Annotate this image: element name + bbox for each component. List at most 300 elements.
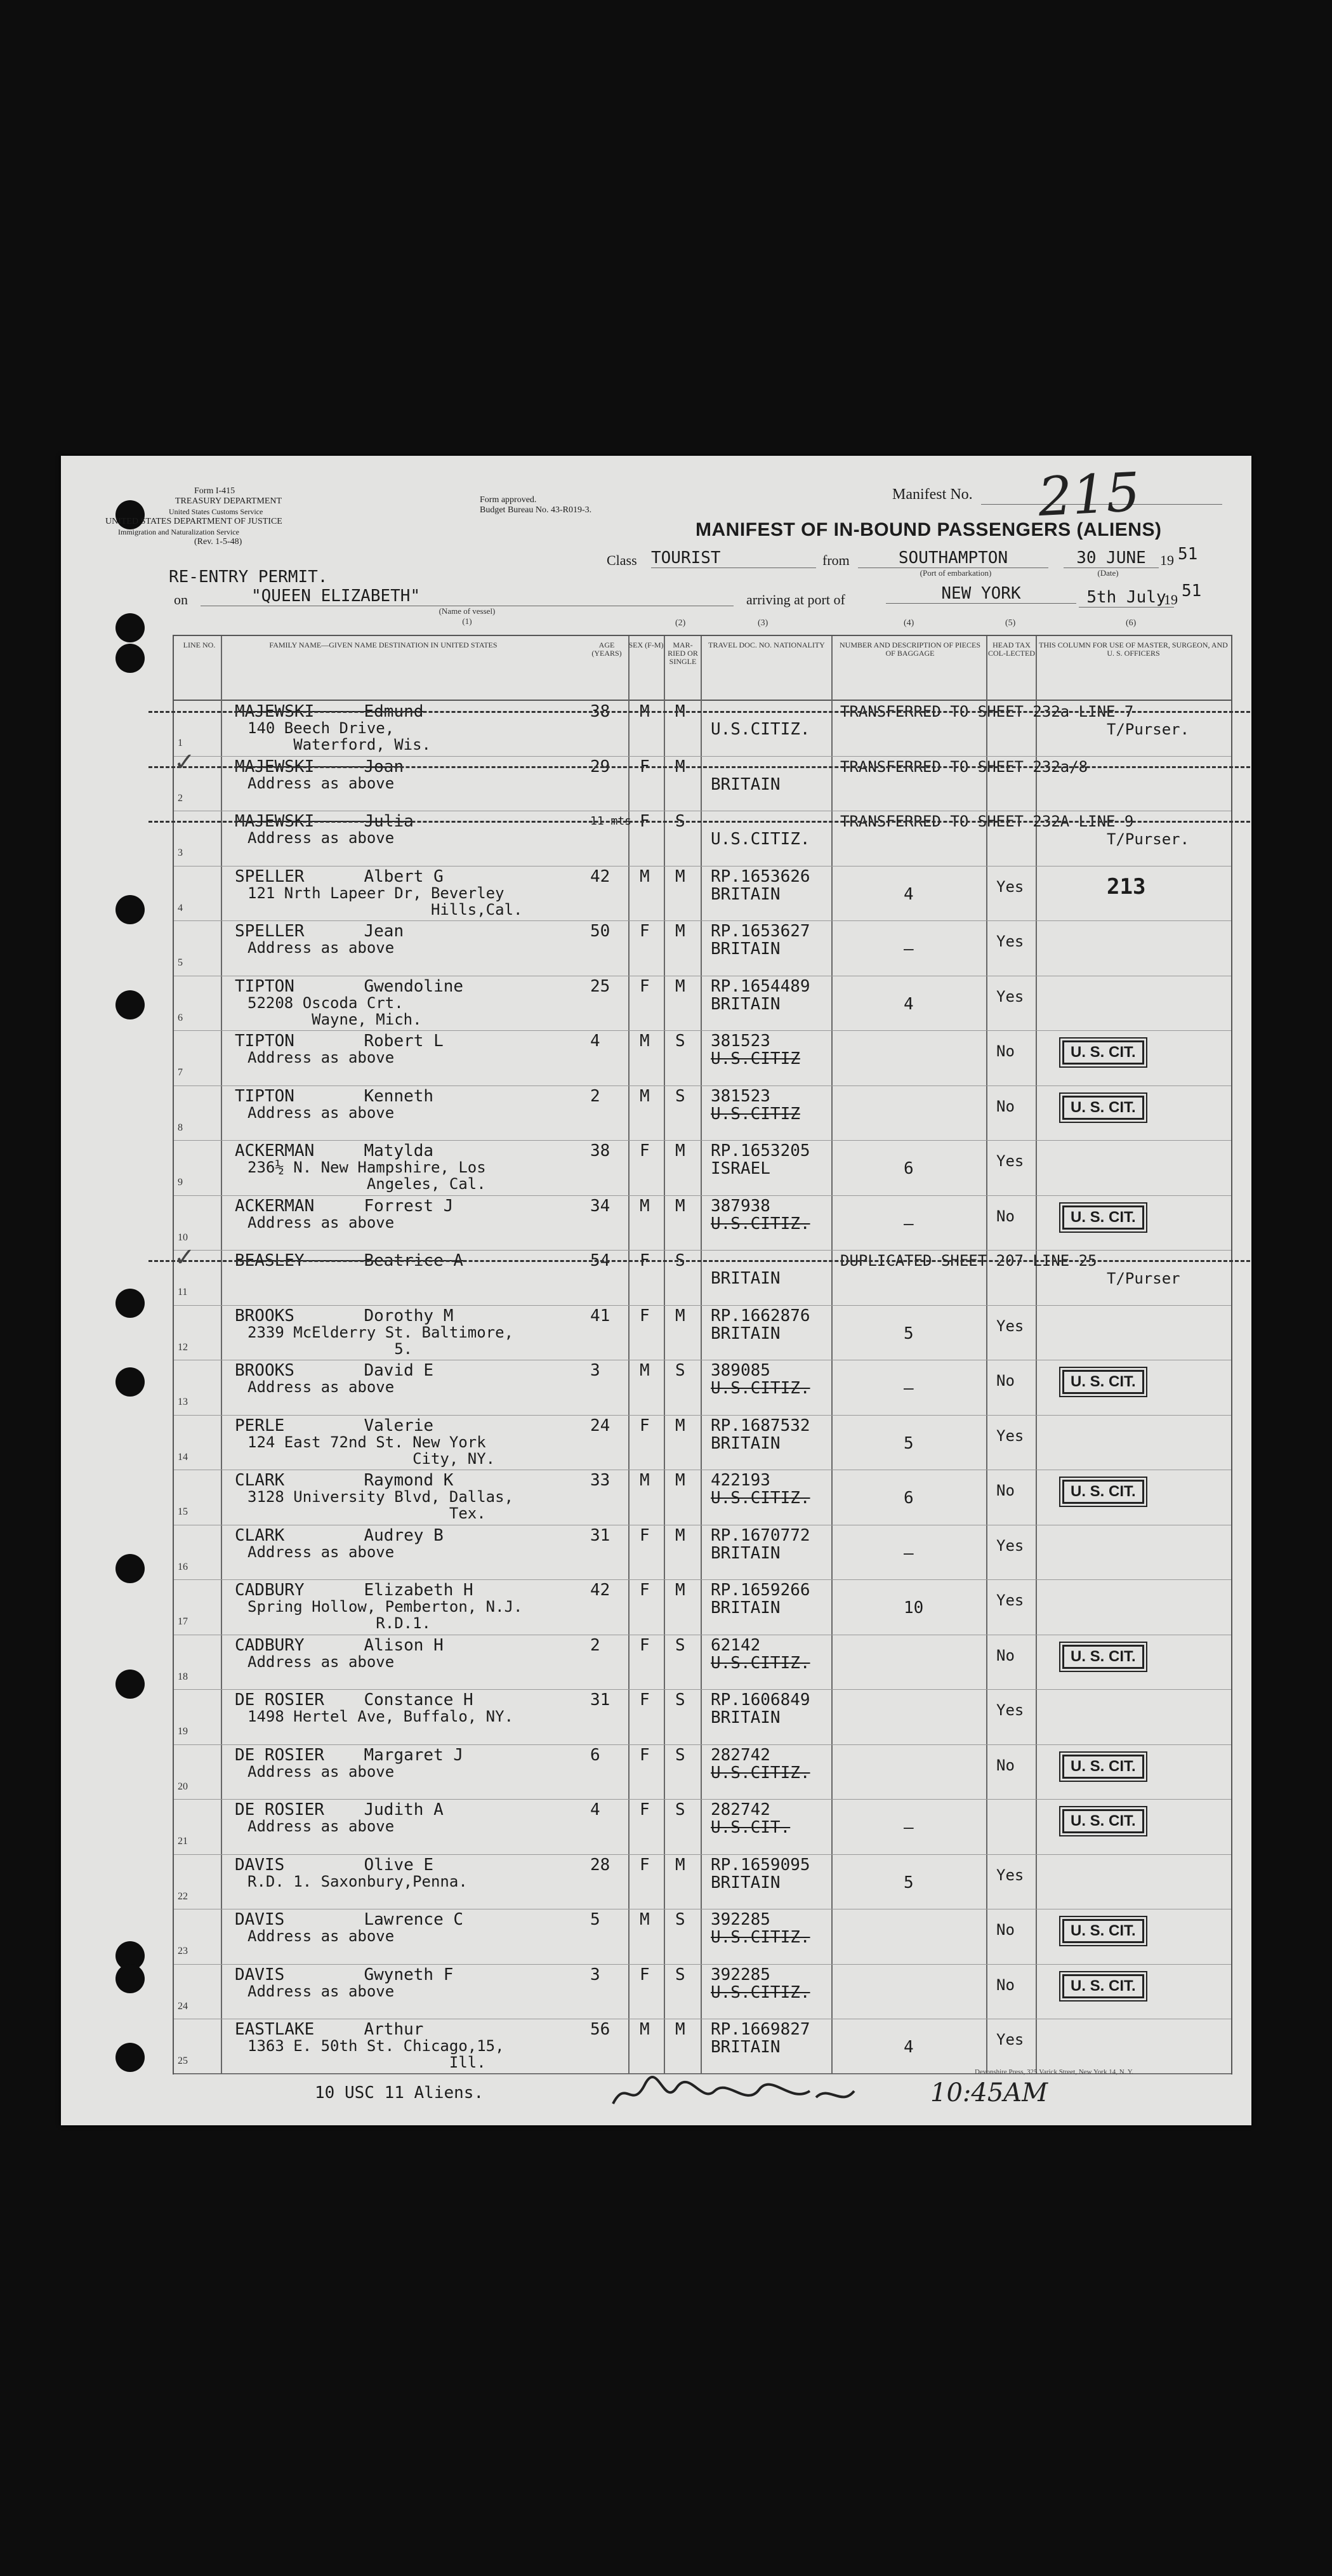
table-row [174, 1305, 1231, 1360]
passenger-age: 4 [590, 1032, 600, 1051]
table-row [174, 1415, 1231, 1470]
col-line-no: LINE NO. [183, 641, 216, 649]
nationality: BRITAIN [711, 884, 781, 904]
nationality: BRITAIN [711, 939, 781, 959]
passenger-age: 29 [590, 757, 610, 776]
head-tax-collected: No [996, 1372, 1015, 1390]
us-citizen-stamp: U. S. CIT. [1062, 1040, 1144, 1065]
nationality: BRITAIN [711, 1543, 781, 1563]
col-num-2: (2) [675, 618, 686, 628]
arriving-year-prefix: 19 [1164, 592, 1178, 607]
line-number: 22 [178, 1890, 188, 1902]
travel-doc-number: RP.1654489 [711, 976, 810, 996]
marital-status: S [675, 1800, 685, 1819]
date-year: 51 [1178, 545, 1198, 564]
marital-status: M [675, 1416, 685, 1435]
travel-doc-number: RP.1606849 [711, 1690, 810, 1710]
travel-doc-number: 282742 [711, 1745, 770, 1765]
table-row [174, 1525, 1231, 1579]
passenger-age: 38 [590, 1141, 610, 1160]
passenger-name: PERLE Valerie [235, 1416, 434, 1435]
passenger-name: MAJEWSKI Julia [235, 812, 414, 831]
line-number: 8 [178, 1122, 183, 1133]
marital-status: M [675, 1141, 685, 1160]
passenger-name: DE ROSIER Judith A [235, 1800, 444, 1819]
marital-status: S [675, 1690, 685, 1710]
head-tax-collected: No [996, 1646, 1015, 1664]
marital-status: S [675, 1086, 685, 1106]
passenger-address: Address as above [247, 939, 395, 957]
manifest-number-label: Manifest No. [892, 486, 973, 503]
baggage-count: – [904, 1543, 914, 1563]
vessel-note: (Name of vessel) [439, 606, 496, 616]
col-num-5: (5) [1005, 618, 1016, 628]
passenger-sex: F [640, 922, 650, 941]
travel-doc-number: 392285 [711, 1965, 770, 1984]
head-tax-collected: No [996, 1042, 1015, 1060]
travel-doc-number: RP.1659095 [711, 1855, 810, 1875]
baggage-count: – [904, 1379, 914, 1398]
col-baggage: NUMBER AND DESCRIPTION OF PIECES OF BAGGAGE [839, 641, 981, 658]
passenger-sex: M [640, 866, 650, 886]
signature-time: 10:45AM [930, 2078, 1048, 2108]
passenger-address: Address as above [247, 1927, 395, 1945]
passenger-age: 3 [590, 1361, 600, 1380]
marital-status: M [675, 866, 685, 886]
table-row [174, 1579, 1231, 1634]
us-citizen-stamp: U. S. CIT. [1062, 1370, 1144, 1394]
table-row [174, 1744, 1231, 1799]
passenger-age: 31 [590, 1525, 610, 1545]
passenger-age: 34 [590, 1196, 610, 1216]
travel-doc-number: 62142 [711, 1635, 761, 1655]
line-number: 23 [178, 1946, 188, 1956]
nationality: BRITAIN [711, 1708, 781, 1727]
passenger-name: TIPTON Robert L [235, 1032, 444, 1051]
travel-doc-number: RP.1662876 [711, 1306, 810, 1325]
baggage-count: – [904, 939, 914, 959]
passenger-address: 2339 McElderry St. Baltimore, 5. [247, 1323, 514, 1358]
travel-doc-number: 381523 [711, 1086, 770, 1106]
us-citizen-stamp: U. S. CIT. [1062, 1809, 1144, 1833]
col-officers: THIS COLUMN FOR USE OF MASTER, SURGEON, AND U. S. OFFICERS [1039, 641, 1228, 658]
purser-note: T/Purser. [1107, 720, 1190, 738]
passenger-address: R.D. 1. Saxonbury,Penna. [247, 1872, 468, 1890]
nationality: U.S.CITIZ. [711, 1379, 810, 1398]
marital-status: S [675, 1745, 685, 1765]
passenger-name: BROOKS Dorothy M [235, 1306, 454, 1325]
table-row [174, 1854, 1231, 1909]
table-row [174, 1086, 1231, 1140]
marital-status: M [675, 702, 685, 721]
travel-doc-number: RP.1659266 [711, 1581, 810, 1600]
passenger-address: Address as above [247, 1817, 395, 1835]
strike-line [148, 766, 1250, 768]
head-tax-collected: Yes [996, 1536, 1024, 1555]
passenger-name: MAJEWSKI Joan [235, 757, 404, 776]
reentry-permit: RE-ENTRY PERMIT. [169, 568, 328, 587]
head-tax-collected: Yes [996, 1152, 1024, 1170]
passenger-sex: M [640, 1196, 650, 1216]
passenger-age: 28 [590, 1855, 610, 1875]
passenger-address: 140 Beech Drive, Waterford, Wis. [247, 719, 431, 754]
head-tax-collected: No [996, 1207, 1015, 1225]
passenger-address: 1498 Hertel Ave, Buffalo, NY. [247, 1708, 514, 1725]
handwritten-count: 213 [1107, 873, 1146, 900]
nationality: U.S.CITIZ [711, 1104, 800, 1124]
passenger-address: Address as above [247, 1103, 395, 1122]
head-tax-collected: Yes [996, 2031, 1024, 2048]
table-header [174, 618, 1231, 701]
nationality: U.S.CITIZ. [711, 1489, 810, 1508]
col-name: FAMILY NAME—GIVEN NAME DESTINATION IN UNITED STATES [269, 641, 498, 649]
punch-hole [115, 2043, 145, 2072]
passenger-age: 2 [590, 1086, 600, 1106]
passenger-address: Address as above [247, 1543, 395, 1561]
table-row [174, 920, 1231, 975]
passenger-age: 50 [590, 922, 610, 941]
nationality: BRITAIN [711, 1433, 781, 1453]
arriving-year: 51 [1182, 581, 1202, 601]
table-row [174, 1360, 1231, 1414]
col-num-4: (4) [904, 618, 914, 628]
table-row [174, 1250, 1231, 1305]
punch-hole [115, 613, 145, 642]
table-row [174, 1030, 1231, 1085]
nationality: BRITAIN [711, 1324, 781, 1343]
passenger-age: 3 [590, 1965, 600, 1984]
col-sex: SEX (F-M) [628, 641, 664, 649]
baggage-count: 5 [904, 1324, 914, 1343]
nationality: U.S.CITIZ [711, 1049, 800, 1068]
passenger-address: Address as above [247, 774, 395, 792]
passenger-sex: F [640, 1306, 650, 1325]
passenger-name: CLARK Audrey B [235, 1525, 444, 1545]
head-tax-collected: Yes [996, 987, 1024, 1006]
table-row [174, 1909, 1231, 1963]
from-note: (Port of embarkation) [920, 568, 992, 578]
arriving-date: 5th July [1079, 588, 1174, 607]
travel-doc-number: RP.1653205 [711, 1141, 810, 1160]
marital-status: S [675, 1361, 685, 1380]
passenger-address: Address as above [247, 1982, 395, 2000]
nationality: U.S.CITIZ. [711, 1653, 810, 1673]
arriving-label: arriving at port of [746, 592, 845, 607]
head-tax-collected: Yes [996, 933, 1024, 950]
passenger-sex: F [640, 1581, 650, 1600]
punch-hole [115, 1964, 145, 1993]
baggage-count: 6 [904, 1159, 914, 1178]
nationality: BRITAIN [711, 994, 781, 1014]
passenger-address: Address as above [247, 829, 395, 847]
passenger-age: 54 [590, 1251, 610, 1270]
us-citizen-stamp: U. S. CIT. [1062, 1096, 1144, 1120]
col-head-tax: HEAD TAX COL-LECTED [988, 641, 1035, 658]
passenger-address: Address as above [247, 1762, 395, 1781]
passenger-age: 24 [590, 1416, 610, 1435]
marital-status: M [675, 1471, 685, 1490]
marital-status: M [675, 1196, 685, 1216]
table-row [174, 1964, 1231, 2019]
nationality: U.S.CITIZ. [711, 1214, 810, 1233]
passenger-table [173, 618, 1232, 2075]
nationality: BRITAIN [711, 1598, 781, 1617]
passenger-age: 56 [590, 2020, 610, 2039]
punch-hole [115, 1289, 145, 1318]
table-row [174, 1635, 1231, 1689]
col-travel-doc: TRAVEL DOC. NO. NATIONALITY [708, 641, 825, 649]
marital-status: M [675, 976, 685, 996]
passenger-address: Address as above [247, 1049, 395, 1066]
passenger-sex: F [640, 1635, 650, 1655]
baggage-count: – [904, 1214, 914, 1233]
baggage-count: 4 [904, 884, 914, 904]
press-imprint: Devonshire Press, 325 Varick Street, New York 14, N. Y. [975, 2068, 1134, 2076]
budget-label: Budget Bureau No. 43-R019-3. [480, 505, 592, 515]
line-number: 13 [178, 1397, 188, 1407]
date-value: 30 JUNE [1064, 548, 1159, 568]
line-number: 12 [178, 1341, 188, 1353]
officer-signature [607, 2072, 886, 2119]
head-tax-collected: Yes [996, 1701, 1024, 1719]
passenger-age: 38 [590, 702, 610, 721]
passenger-name: DAVIS Gwyneth F [235, 1965, 454, 1984]
travel-doc-number: 387938 [711, 1196, 770, 1216]
passenger-address: Address as above [247, 1378, 395, 1396]
head-tax-collected: No [996, 1975, 1015, 1994]
nationality: U.S.CITIZ. [711, 830, 810, 849]
travel-doc-number: 282742 [711, 1800, 770, 1819]
footer-summary: 10 USC 11 Aliens. [315, 2083, 484, 2102]
passenger-name: MAJEWSKI Edmund [235, 702, 424, 721]
nationality: U.S.CITIZ. [711, 720, 810, 739]
head-tax-collected: No [996, 1921, 1015, 1939]
margin-check-mark: ✓ [174, 1243, 195, 1272]
passenger-sex: F [640, 1416, 650, 1435]
page-title: MANIFEST OF IN-BOUND PASSENGERS (ALIENS) [696, 519, 1162, 540]
punch-hole [115, 895, 145, 924]
passenger-name: ACKERMAN Forrest J [235, 1196, 454, 1216]
passenger-name: SPELLER Albert G [235, 866, 444, 886]
class-label: Class [607, 552, 637, 568]
travel-doc-number: 381523 [711, 1032, 770, 1051]
passenger-address: 124 East 72nd St. New York City, NY. [247, 1433, 496, 1468]
table-row [174, 866, 1231, 920]
line-number: 9 [178, 1177, 183, 1188]
passenger-name: TIPTON Gwendoline [235, 976, 464, 996]
passenger-name: EASTLAKE Arthur [235, 2020, 424, 2039]
line-number: 3 [178, 847, 183, 858]
transfer-note: TRANSFERRED TO SHEET 232A LINE 9 [840, 813, 1134, 830]
vessel-col: (1) [462, 616, 472, 626]
nationality: BRITAIN [711, 2038, 781, 2057]
marital-status: M [675, 1306, 685, 1325]
form-identification [99, 486, 429, 547]
line-number: 6 [178, 1012, 183, 1023]
passenger-age: 41 [590, 1306, 610, 1325]
customs-label: United States Customs Service [169, 507, 263, 516]
baggage-count: 4 [904, 994, 914, 1014]
line-number: 11 [178, 1287, 188, 1298]
travel-doc-number: 389085 [711, 1361, 770, 1380]
passenger-sex: M [640, 1361, 650, 1380]
marital-status: M [675, 1525, 685, 1545]
passenger-address: Spring Hollow, Pemberton, N.J. R.D.1. [247, 1598, 523, 1632]
arriving-port: NEW YORK [886, 584, 1076, 604]
punch-hole [115, 644, 145, 673]
form-approval [480, 495, 591, 515]
passenger-sex: F [640, 1745, 650, 1765]
date-year-prefix: 19 [1160, 552, 1174, 568]
passenger-address: 121 Nrth Lapeer Dr, Beverley Hills,Cal. [247, 884, 523, 919]
line-number: 17 [178, 1616, 188, 1627]
passenger-sex: F [640, 812, 650, 831]
us-citizen-stamp: U. S. CIT. [1062, 1755, 1144, 1779]
passenger-sex: M [640, 1086, 650, 1106]
passenger-name: CLARK Raymond K [235, 1471, 454, 1490]
passenger-name: CADBURY Elizabeth H [235, 1581, 473, 1600]
marital-status: S [675, 1251, 685, 1270]
line-number: 7 [178, 1067, 183, 1078]
punch-hole [115, 1367, 145, 1397]
head-tax-collected: No [996, 1756, 1015, 1774]
marital-status: S [675, 1032, 685, 1051]
date-note: (Date) [1097, 568, 1119, 578]
transfer-note: TRANSFERRED TO SHEET 232a/8 [840, 757, 1088, 776]
line-number: 25 [178, 2055, 188, 2066]
punch-hole [115, 1670, 145, 1699]
travel-doc-number: 422193 [711, 1471, 770, 1490]
marital-status: S [675, 1965, 685, 1984]
passenger-age: 31 [590, 1690, 610, 1710]
passenger-sex: F [640, 757, 650, 776]
ins-label: Immigration and Naturalization Service [118, 528, 239, 536]
passenger-name: DAVIS Olive E [235, 1855, 434, 1875]
nationality: ISRAEL [711, 1159, 770, 1178]
marital-status: M [675, 1581, 685, 1600]
passenger-address: 52208 Oscoda Crt. Wayne, Mich. [247, 993, 422, 1028]
nationality: U.S.CITIZ. [711, 1928, 810, 1947]
passenger-name: CADBURY Alison H [235, 1635, 444, 1655]
strike-line [148, 821, 1250, 823]
line-number: 18 [178, 1671, 188, 1682]
baggage-count: – [904, 1818, 914, 1837]
head-tax-collected: Yes [996, 877, 1024, 896]
table-row [174, 976, 1231, 1030]
nationality: BRITAIN [711, 774, 781, 794]
head-tax-collected: Yes [996, 1591, 1024, 1609]
passenger-sex: M [640, 702, 650, 721]
line-number: 19 [178, 1726, 188, 1737]
passenger-age: 5 [590, 1910, 600, 1929]
nationality: U.S.CIT. [711, 1818, 791, 1837]
punch-hole [115, 990, 145, 1019]
head-tax-collected: Yes [996, 1866, 1024, 1884]
passenger-age: 25 [590, 976, 610, 996]
purser-note: T/Purser [1107, 1270, 1180, 1287]
justice-label: UNITED STATES DEPARTMENT OF JUSTICE [105, 517, 282, 526]
manifest-sheet [61, 456, 1251, 2125]
marital-status: S [675, 1635, 685, 1655]
passenger-age: 2 [590, 1635, 600, 1655]
passenger-sex: F [640, 1251, 650, 1270]
col-num-6: (6) [1126, 618, 1137, 628]
table-row [174, 1799, 1231, 1854]
transfer-note: DUPLICATED SHEET 207 LINE 25 [840, 1252, 1097, 1270]
passenger-address: Address as above [247, 1213, 395, 1232]
table-row [174, 701, 1231, 755]
passenger-sex: M [640, 1910, 650, 1929]
table-row [174, 1140, 1231, 1195]
from-value: SOUTHAMPTON [858, 548, 1048, 568]
passenger-name: ACKERMAN Matylda [235, 1141, 434, 1160]
passenger-name: DE ROSIER Constance H [235, 1690, 473, 1710]
line-number: 16 [178, 1561, 188, 1572]
revision-label: (Rev. 1-5-48) [194, 537, 242, 547]
passenger-age: 4 [590, 1800, 600, 1819]
from-label: from [822, 552, 850, 568]
passenger-sex: F [640, 1690, 650, 1710]
passenger-name: BEASLEY Beatrice A [235, 1251, 464, 1270]
travel-doc-number: RP.1653626 [711, 866, 810, 886]
signature-scribble [607, 2072, 886, 2116]
line-number: 10 [178, 1232, 188, 1243]
line-number: 5 [178, 957, 183, 968]
passenger-address: 1363 E. 50th St. Chicago,15, Ill. [247, 2037, 504, 2071]
passenger-sex: F [640, 1800, 650, 1819]
line-number: 14 [178, 1451, 188, 1463]
margin-check-mark: ✓ [174, 748, 195, 777]
passenger-name: DE ROSIER Margaret J [235, 1745, 464, 1765]
treasury-label: TREASURY DEPARTMENT [175, 496, 282, 506]
us-citizen-stamp: U. S. CIT. [1062, 1974, 1144, 1998]
passenger-name: SPELLER Jean [235, 922, 404, 941]
us-citizen-stamp: U. S. CIT. [1062, 1205, 1144, 1230]
marital-status: S [675, 1910, 685, 1929]
strike-line [148, 1260, 1250, 1262]
baggage-count: 4 [904, 2038, 914, 2057]
us-citizen-stamp: U. S. CIT. [1062, 1919, 1144, 1943]
us-citizen-stamp: U. S. CIT. [1062, 1645, 1144, 1669]
purser-note: T/Purser. [1107, 830, 1190, 848]
line-number: 2 [178, 792, 183, 804]
line-number: 15 [178, 1506, 188, 1517]
strike-line [148, 711, 1250, 713]
passenger-name: TIPTON Kenneth [235, 1086, 434, 1106]
nationality: U.S.CITIZ. [711, 1982, 810, 2002]
nationality: BRITAIN [711, 1269, 781, 1288]
passenger-sex: F [640, 1965, 650, 1984]
baggage-count: 5 [904, 1433, 914, 1453]
passenger-address: 3128 University Blvd, Dallas, Tex. [247, 1488, 514, 1522]
table-row [174, 811, 1231, 865]
head-tax-collected: No [996, 1482, 1015, 1499]
line-number: 4 [178, 902, 183, 913]
form-number: Form I-415 [194, 486, 235, 496]
marital-status: M [675, 922, 685, 941]
passenger-name: DAVIS Lawrence C [235, 1910, 464, 1929]
passenger-name: BROOKS David E [235, 1361, 434, 1380]
nationality: BRITAIN [711, 1873, 781, 1892]
head-tax-collected: No [996, 1097, 1015, 1115]
line-number: 20 [178, 1781, 188, 1792]
line-number: 21 [178, 1836, 188, 1847]
passenger-age: 42 [590, 866, 610, 886]
travel-doc-number: RP.1687532 [711, 1416, 810, 1435]
travel-doc-number: RP.1653627 [711, 922, 810, 941]
head-tax-collected: Yes [996, 1317, 1024, 1335]
passenger-sex: F [640, 1525, 650, 1545]
